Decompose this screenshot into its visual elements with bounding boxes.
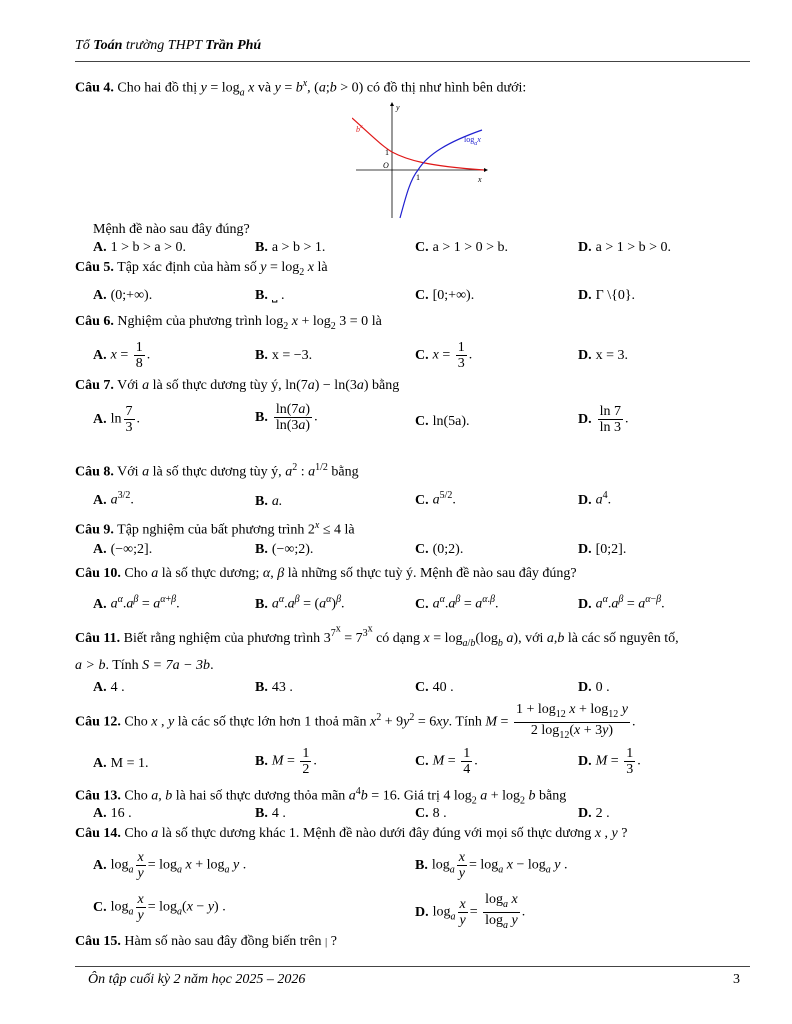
q5-option-c[interactable]: C. [0;+∞). [415,288,475,303]
q11-option-c[interactable]: C. 40 . [415,680,454,695]
q12-option-d[interactable]: D. M = $\frac{1}{3}$ . [578,746,641,777]
question-15: Câu 15. Hàm số nào sau đây đồng biến trên | ? [75,934,337,949]
y-axis-label: y [396,103,400,112]
footer-divider [75,966,750,967]
question-6: Câu 6. Nghiệm của phương trình $\log_2 x + \log_2 3 = 0$ là [75,314,382,332]
question-11-line2: a > b. Tính S = 7a − 3b. [75,658,214,673]
q14-option-d[interactable]: D. $\log_a$ $\frac{x}{y}$ = $\frac{\log_a x}{\log_a y}$ . [415,892,526,931]
function-graph [352,100,488,220]
q8-option-d[interactable]: D. $a^4$. [578,490,612,508]
q13-option-c[interactable]: C. 8 . [415,806,447,821]
q6-option-b[interactable]: B. x = −3. [255,348,313,363]
question-10: Câu 10. Cho a là số thực dương; α, β là những số thực tuỳ ý. Mệnh đề nào sau đây đúng? [75,566,577,581]
q6-option-c[interactable]: C. x = $\frac{1}{3}$ . [415,340,473,371]
q9-option-a[interactable]: A. (−∞;2]. [93,542,153,557]
q7-option-b[interactable]: B. $\frac{\ln(7a)}{\ln(3a)}$ . [255,402,318,433]
q11-option-a[interactable]: A. 4 . [93,680,125,695]
question-5: Câu 5. Tập xác định của hàm số $y = \log_2 x$ là [75,260,328,278]
q4-option-c[interactable]: C. a > 1 > 0 > b. [415,240,509,255]
bx-label: $b^x$ [356,124,363,134]
question-4-sub: Mệnh đề nào sau đây đúng? [93,222,250,237]
x-axis-label: x [478,175,482,184]
page-header: Tổ Toán trường THPT Trần Phú [75,38,262,53]
q11-option-d[interactable]: D. 0 . [578,680,610,695]
question-14: Câu 14. Cho a là số thực dương khác 1. Mệnh đề nào dưới đây đúng với mọi số thực dương x , y ? [75,826,628,841]
q7-option-c[interactable]: C. ln(5a). [415,414,470,429]
q10-option-c[interactable]: C. $a^\alpha.a^\beta = a^{\alpha.\beta}$. [415,594,499,612]
q14-option-a[interactable]: A. $\log_a$ $\frac{x}{y}$ = $\log_a x + \log_a y$ . [93,850,247,881]
q12-option-a[interactable]: A. M = 1. [93,756,149,771]
q5-option-b[interactable]: B. ⎵ . [255,288,285,303]
header-divider [75,61,750,62]
question-12: Câu 12. Cho x , y là các số thực lớn hơn 1 thoả mãn $x^2 + 9y^2 = 6xy$. Tính M = $\frac{1 + \log_{12} x + \log_{12} y}{2 \log_{12}(x + 3y)}$ . [75,702,636,741]
q5-option-d[interactable]: D. Γ \{0}. [578,288,636,303]
q7-option-a[interactable]: A. ln $\frac{7}{3}$ . [93,404,141,435]
q10-option-b[interactable]: B. $a^\alpha.a^\beta = (a^\alpha)^\beta$. [255,594,345,612]
q13-option-b[interactable]: B. 4 . [255,806,286,821]
one-y-label: 1 [385,148,389,157]
q4-option-d[interactable]: D. a > 1 > b > 0. [578,240,672,255]
q12-option-b[interactable]: B. M = $\frac{1}{2}$ . [255,746,317,777]
q6-option-d[interactable]: D. x = 3. [578,348,629,363]
q9-option-c[interactable]: C. (0;2). [415,542,464,557]
one-x-label: 1 [416,173,420,182]
q14-option-c[interactable]: C. $\log_a$ $\frac{x}{y}$ = $\log_a(x - y)$ . [93,892,226,923]
q13-option-d[interactable]: D. 2 . [578,806,610,821]
q4-option-b[interactable]: B. a > b > 1. [255,240,326,255]
q12-option-c[interactable]: C. M = $\frac{1}{4}$ . [415,746,478,777]
q14-option-b[interactable]: B. $\log_a$ $\frac{x}{y}$ = $\log_a x - \log_a y$ . [415,850,568,881]
q7-option-d[interactable]: D. $\frac{\ln 7}{\ln 3}$ . [578,404,629,435]
question-11: Câu 11. Biết rằng nghiệm của phương trình $3^{7^x} = 7^{3^x}$ có dạng $x = \log_{a/b}(\log_b$ a), với a,b là các số nguyên tố, [75,624,679,649]
q10-option-a[interactable]: A. $a^\alpha.a^\beta = a^{\alpha+\beta}$. [93,594,180,612]
q5-option-a[interactable]: A. (0;+∞). [93,288,153,303]
log-label: $\log_ax$ [464,135,481,147]
question-7: Câu 7. Với a là số thực dương tùy ý, ln(7a) − ln(3a) bằng [75,378,400,393]
origin-label: O [383,161,389,170]
q11-option-b[interactable]: B. 43 . [255,680,293,695]
q13-option-a[interactable]: A. 16 . [93,806,132,821]
question-8: Câu 8. Với a là số thực dương tùy ý, $a^2$ : $a^{1/2}$ bằng [75,462,359,480]
q8-option-a[interactable]: A. $a^{3/2}$. [93,490,134,508]
page-footer: Ôn tập cuối kỳ 2 năm học 2025 – 2026 [88,972,306,987]
q8-option-b[interactable]: B. a. [255,494,283,509]
question-9: Câu 9. Tập nghiệm của bất phương trình $2^x \le 4$ là [75,520,355,538]
q4-option-a[interactable]: A. 1 > b > a > 0. [93,240,187,255]
page-number: 3 [733,972,740,987]
q8-option-c[interactable]: C. $a^{5/2}$. [415,490,456,508]
q9-option-d[interactable]: D. [0;2]. [578,542,627,557]
question-4: Câu 4. Cho hai đồ thị $y = \log_a x$ và $y = b^x$, (a;b > 0) có đồ thị như hình bên dưới: [75,78,527,99]
q10-option-d[interactable]: D. $a^\alpha.a^\beta = a^{\alpha-\beta}$. [578,594,665,612]
q6-option-a[interactable]: A. x = $\frac{1}{8}$ . [93,340,151,371]
q9-option-b[interactable]: B. (−∞;2). [255,542,314,557]
question-13: Câu 13. Cho a, b là hai số thực dương thỏa mãn $a^4b = 16$. Giá trị 4 $\log_2 a + \log_2 b$ bằng [75,786,567,807]
